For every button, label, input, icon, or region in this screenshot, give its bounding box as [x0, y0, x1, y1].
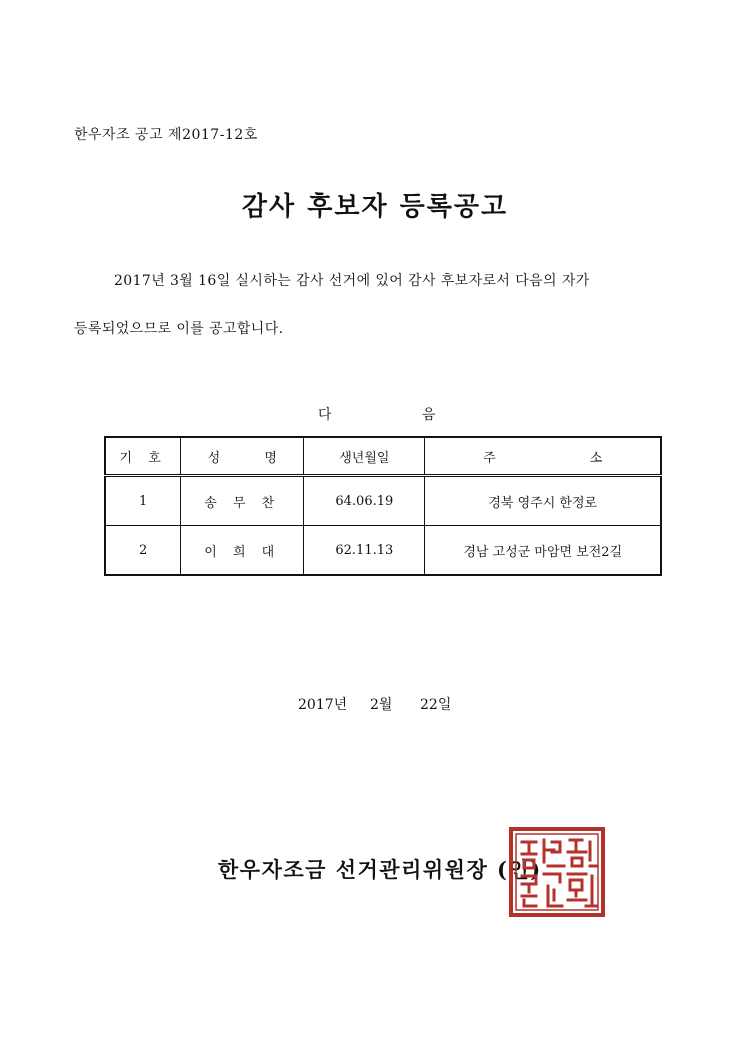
- official-seal-icon: [508, 826, 606, 918]
- header-birth: 생년월일: [304, 437, 425, 476]
- table-header-row: [105, 437, 661, 476]
- date-day: 22일: [420, 697, 452, 713]
- section-label-da: 다: [318, 407, 332, 423]
- cell-birth: 64.06.19: [304, 476, 425, 526]
- cell-name: 이 희 대: [181, 526, 304, 576]
- cell-birth: 62.11.13: [304, 526, 425, 576]
- header-address: 주 소: [425, 437, 661, 476]
- section-label-eum: 음: [422, 407, 436, 423]
- cell-number: 1: [105, 476, 181, 526]
- date-year: 2017년: [298, 697, 348, 713]
- cell-address: 경남 고성군 마암면 보전2길: [425, 526, 661, 576]
- cell-address: 경북 영주시 한정로: [425, 476, 661, 526]
- table-row: [105, 526, 661, 576]
- cell-number: 2: [105, 526, 181, 576]
- table-row: [105, 476, 661, 526]
- candidate-table: [104, 436, 662, 576]
- page-title: 감사 후보자 등록공고: [241, 192, 509, 222]
- committee-signature: 한우자조금 선거관리위원장 (인): [218, 857, 542, 882]
- date-month: 2월: [370, 697, 393, 713]
- header-number: 기 호: [105, 437, 181, 476]
- cell-name: 송 무 찬: [181, 476, 304, 526]
- header-name: 성 명: [181, 437, 304, 476]
- body-line-2: 등록되었으므로 이를 공고합니다.: [74, 321, 284, 337]
- notice-number: 한우자조 공고 제2017-12호: [74, 127, 258, 143]
- body-line-1: 2017년 3월 16일 실시하는 감사 선거에 있어 감사 후보자로서 다음의 자가: [114, 273, 590, 289]
